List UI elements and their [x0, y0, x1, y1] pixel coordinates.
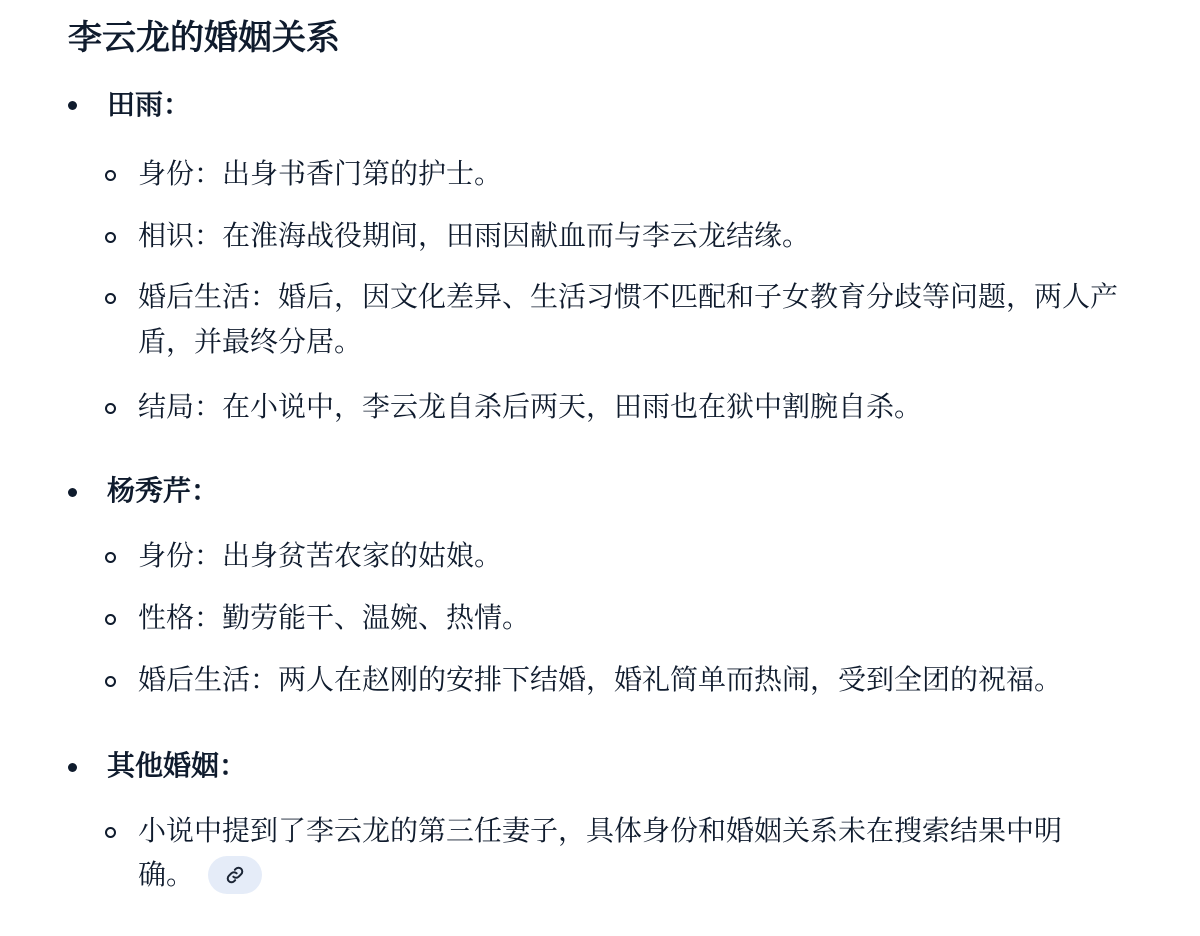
list-item-continuation: 确。: [138, 858, 195, 891]
citation-link-button[interactable]: [208, 856, 262, 894]
list-item: 身份：出身贫苦农家的姑娘。: [138, 539, 503, 572]
sublist-bullet: [105, 676, 116, 687]
sublist-bullet: [105, 232, 116, 243]
section-label-other-marriages: 其他婚姻：: [107, 749, 248, 782]
section-label-yangxiuqin: 杨秀芹：: [107, 474, 220, 507]
list-item: 婚后生活：婚后，因文化差异、生活习惯不匹配和子女教育分歧等问题，两人产: [138, 280, 1119, 313]
list-item: 小说中提到了李云龙的第三任妻子，具体身份和婚姻关系未在搜索结果中明: [138, 814, 1063, 847]
sublist-bullet: [105, 403, 116, 414]
list-bullet: [68, 488, 77, 497]
list-bullet: [68, 101, 77, 110]
sublist-bullet: [105, 827, 116, 838]
list-bullet: [68, 763, 77, 772]
list-item: 相识：在淮海战役期间，田雨因献血而与李云龙结缘。: [138, 219, 811, 252]
list-item: 结局：在小说中，李云龙自杀后两天，田雨也在狱中割腕自杀。: [138, 390, 923, 423]
list-item-continuation: 盾，并最终分居。: [138, 325, 363, 358]
sublist-bullet: [105, 293, 116, 304]
page-title: 李云龙的婚姻关系: [68, 18, 340, 58]
link-icon: [225, 865, 245, 885]
section-label-tianyu: 田雨：: [107, 88, 192, 121]
list-item: 身份：出身书香门第的护士。: [138, 157, 503, 190]
sublist-bullet: [105, 552, 116, 563]
list-item: 性格：勤劳能干、温婉、热情。: [138, 601, 531, 634]
list-item: 婚后生活：两人在赵刚的安排下结婚，婚礼简单而热闹，受到全团的祝福。: [138, 663, 1063, 696]
sublist-bullet: [105, 170, 116, 181]
sublist-bullet: [105, 614, 116, 625]
